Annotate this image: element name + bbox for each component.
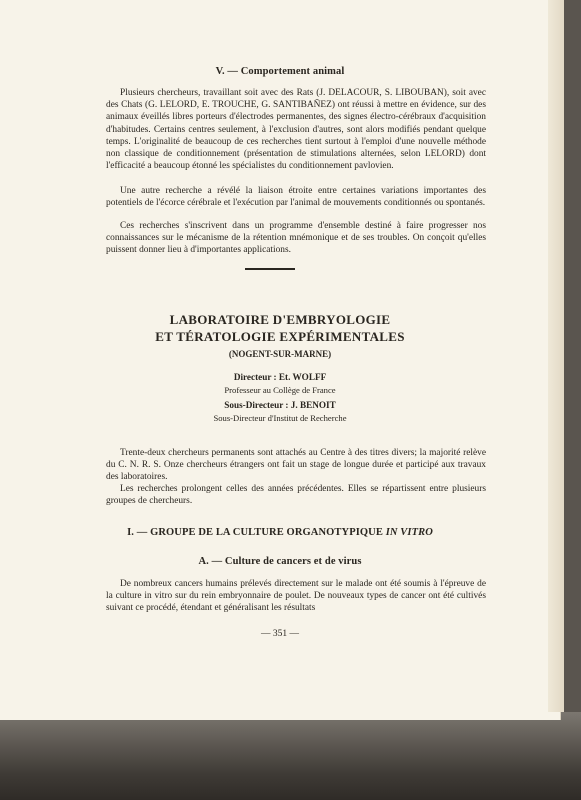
director-label: Directeur : Et. WOLFF: [233, 372, 327, 382]
group-i-heading: [70, 527, 490, 538]
section-v-heading: V. — Comportement animal: [215, 66, 345, 77]
subdirector-label: Sous-Directeur : J. BENOIT: [224, 400, 336, 410]
group-i-heading-main: I. — GROUPE DE LA CULTURE ORGANOTYPIQUE: [127, 527, 386, 538]
group-i-heading-italic: IN VITRO: [385, 527, 433, 538]
subdirector-title: Sous-Directeur d'Institut de Recherche: [213, 413, 347, 423]
laboratory-paragraph-1: Trente-deux chercheurs permanents sont attachés au Centre à des titres divers; la majorité relève du C. N. R. S. Onze chercheurs étrangers ont fait un stage de longue durée et participé aux travaux des laboratoires.: [106, 448, 486, 483]
section-v-paragraph-2: Une autre recherche a révélé la liaison étroite entre certaines variations importantes des potentiels de l'écorce cérébrale et l'exécution par l'animal de mouvements conditionnés ou spontanés.: [106, 186, 486, 209]
scanner-shadow-bottom: [0, 712, 581, 800]
laboratory-paragraph-2: Les recherches prolongent celles des années précédentes. Elles se répartissent entre plusieurs groupes de chercheurs.: [106, 484, 486, 507]
page-number: — 351 —: [261, 629, 299, 639]
group-i-paragraph: De nombreux cancers humains prélevés directement sur le malade ont été soumis à l'épreuve de la culture in vitro sur du rein embryonnaire de poulet. De nouveaux types de cancer ont été cultivés suivant ce procédé, étendant et généralisant les résultats: [106, 579, 486, 614]
group-i-subheading: A. — Culture de cancers et de virus: [198, 556, 362, 567]
section-v-paragraph-1: Plusieurs chercheurs, travaillant soit avec des Rats (J. DELACOUR, S. LIBOUBAN), soit avec des Chats (G. LELORD, E. TROUCHE, G. SANTIBAÑEZ) ont réussi à mettre en évidence, sur des animaux éveillés libres porteurs d'électrodes permanentes, des signes électro-cérébraux d'acquisition d'habitudes. Certains centres seulement, à l'exclusion d'autres, sont alors modifiés pendant quelque temps. L'originalité de beaucoup de ces recherches tient surtout à l'emploi d'une nouvelle méthode non classique de conditionnement (présentation de stimulations alternées, selon LELORD) dont l'efficacité a beaucoup étonné les spécialistes du conditionnement pavlovien.: [106, 88, 486, 172]
laboratory-title-line-1: LABORATOIRE D'EMBRYOLOGIE: [169, 312, 391, 327]
laboratory-title-line-2: ET TÉRATOLOGIE EXPÉRIMENTALES: [155, 329, 405, 344]
director-title: Professeur au Collège de France: [224, 385, 336, 395]
section-v-paragraph-3: Ces recherches s'inscrivent dans un programme d'ensemble destiné à faire progresser nos connaissances sur le mécanisme de la rétention mnémonique et de ses troubles. On conçoit qu'elles puissent donner lieu à d'importantes applications.: [106, 221, 486, 256]
section-divider: [245, 268, 295, 270]
page-edge: [548, 0, 564, 712]
laboratory-location: (NOGENT-SUR-MARNE): [228, 349, 332, 359]
scanner-shadow-right: [562, 0, 581, 800]
